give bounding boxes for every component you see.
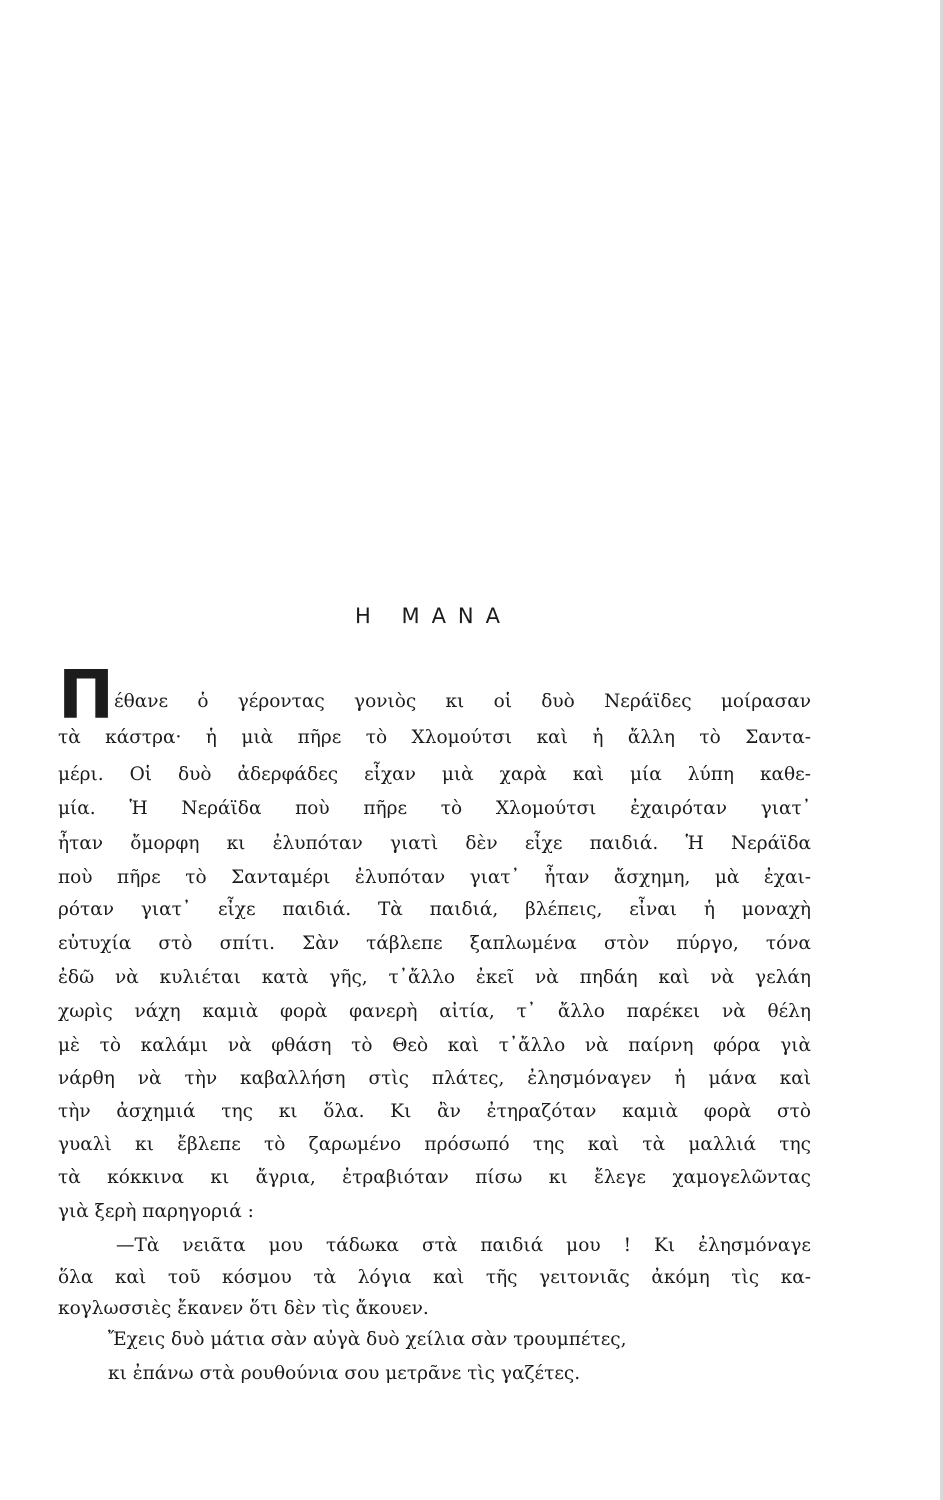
text-line: τὴν ἀσχημιά της κι ὅλα. Κι ἂν ἐτηραζόταν καμιὰ φορὰ στὸ [58, 1101, 811, 1122]
text-line: τὰ κόκκινα κι ἄγρια, ἐτραβιόταν πίσω κι ἔλεγε χαμογελῶντας [58, 1167, 811, 1188]
drop-cap: Π [58, 656, 115, 734]
text-line: έθανε ὁ γέροντας γονιὸς κι οἱ δυὸ Νεράϊδες μοίρασαν [114, 691, 811, 712]
text-line: ποὺ πῆρε τὸ Σανταμέρι ἐλυπόταν γιατ᾽ ἦταν ἄσχημη, μὰ ἐχαι- [58, 867, 811, 888]
text-line: χωρὶς νάχη καμιὰ φορὰ φανερὴ αἰτία, τ᾽ ἄλλο παρέκει νὰ θέλη [58, 1001, 811, 1022]
text-line: γιὰ ξερὴ παρηγοριά : [58, 1201, 254, 1222]
chapter-title: Η ΜΑΝΑ [354, 604, 513, 628]
text-line: ἐδῶ νὰ κυλιέται κατὰ γῆς, τ᾽ἄλλο ἐκεῖ νὰ πηδάη καὶ νὰ γελάη [58, 967, 811, 988]
verse-line: Ἔχεις δυὸ μάτια σὰν αὐγὰ δυὸ χείλια σὰν τρουμπέτες, [108, 1329, 627, 1350]
text-line: ρόταν γιατ᾽ εἶχε παιδιά. Τὰ παιδιά, βλέπεις, εἶναι ἡ μοναχὴ [58, 899, 811, 920]
text-line: ἦταν ὄμορφη κι ἐλυπόταν γιατὶ δὲν εἶχε παιδιά. Ἡ Νεράϊδα [58, 833, 811, 854]
text-line: μὲ τὸ καλάμι νὰ φθάση τὸ Θεὸ καὶ τ᾽ἄλλο νὰ παίρνη φόρα γιὰ [58, 1035, 811, 1056]
text-line: νάρθη νὰ τὴν καβαλλήση στὶς πλάτες, ἐλησμόναγεν ἡ μάνα καὶ [58, 1068, 811, 1089]
text-line: γυαλὶ κι ἔβλεπε τὸ ζαρωμένο πρόσωπό της καὶ τὰ μαλλιά της [58, 1134, 811, 1155]
text-line: μία. Ἡ Νεράϊδα ποὺ πῆρε τὸ Χλομούτσι ἐχαιρόταν γιατ᾽ [58, 798, 811, 819]
text-line: μέρι. Οἱ δυὸ ἀδερφάδες εἶχαν μιὰ χαρὰ καὶ μία λύπη καθε- [58, 764, 811, 785]
text-line: —Τὰ νειᾶτα μου τάδωκα στὰ παιδιά μου ! Κι ἐλησμόναγε [116, 1235, 811, 1256]
text-line: ὅλα καὶ τοῦ κόσμου τὰ λόγια καὶ τῆς γειτονιᾶς ἀκόμη τὶς κα- [58, 1267, 811, 1288]
text-line: εὐτυχία στὸ σπίτι. Σὰν τάβλεπε ξαπλωμένα στὸν πύργο, τόνα [58, 933, 811, 954]
verse-line: κι ἐπάνω στὰ ρουθούνια σου μετρᾶνε τὶς γαζέτες. [108, 1363, 581, 1384]
text-line: τὰ κάστρα· ἡ μιὰ πῆρε τὸ Χλομούτσι καὶ ἡ ἄλλη τὸ Σαντα- [58, 727, 811, 748]
text-line: κογλωσσιὲς ἔκανεν ὅτι δὲν τὶς ἄκουεν. [58, 1298, 429, 1319]
